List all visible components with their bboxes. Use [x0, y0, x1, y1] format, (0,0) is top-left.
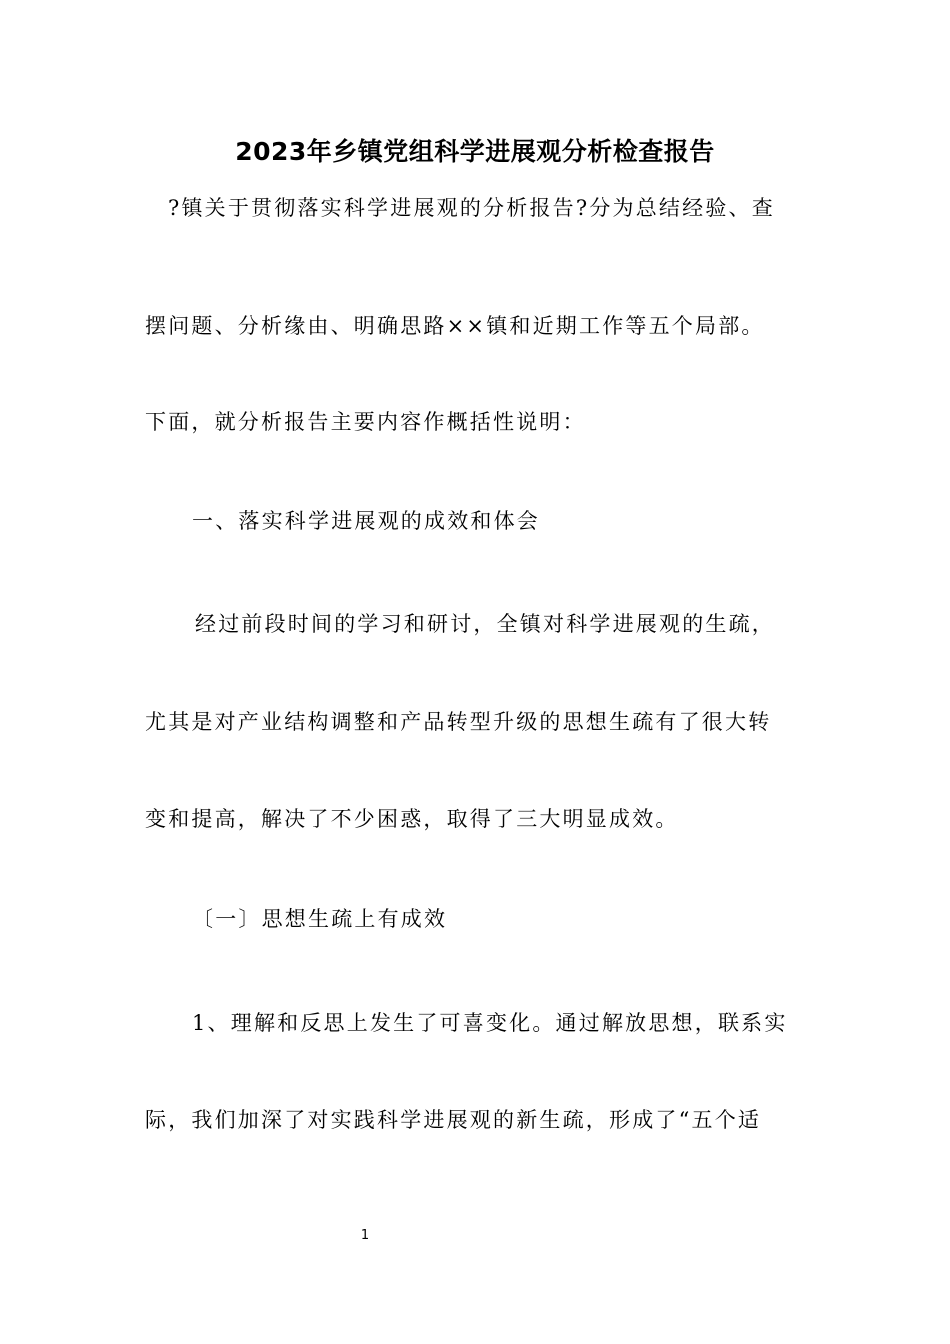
paragraph-line: ?镇关于贯彻落实科学进展观的分析报告?分为总结经验、查: [168, 196, 775, 220]
paragraph-line: 下面，就分析报告主要内容作概括性说明：: [145, 410, 586, 434]
subsection-heading: 〔一〕思想生疏上有成效: [192, 907, 448, 931]
paragraph-line: 变和提高，解决了不少困惑，取得了三大明显成效。: [145, 807, 679, 831]
paragraph-line: 摆问题、分析缘由、明确思路××镇和近期工作等五个局部。: [145, 314, 765, 338]
page-number: 1: [360, 1228, 370, 1243]
section-heading: 一、落实科学进展观的成效和体会: [192, 509, 540, 533]
paragraph-line: 际，我们加深了对实践科学进展观的新生疏，形成了“五个适: [145, 1108, 762, 1132]
document-title: 2023年乡镇党组科学进展观分析检查报告: [235, 137, 715, 166]
paragraph-line: 经过前段时间的学习和研讨，全镇对科学进展观的生疏，: [195, 612, 775, 636]
paragraph-line: 1、理解和反思上发生了可喜变化。通过解放思想，联系实: [192, 1011, 788, 1035]
paragraph-line: 尤其是对产业结构调整和产品转型升级的思想生疏有了很大转: [145, 710, 772, 734]
